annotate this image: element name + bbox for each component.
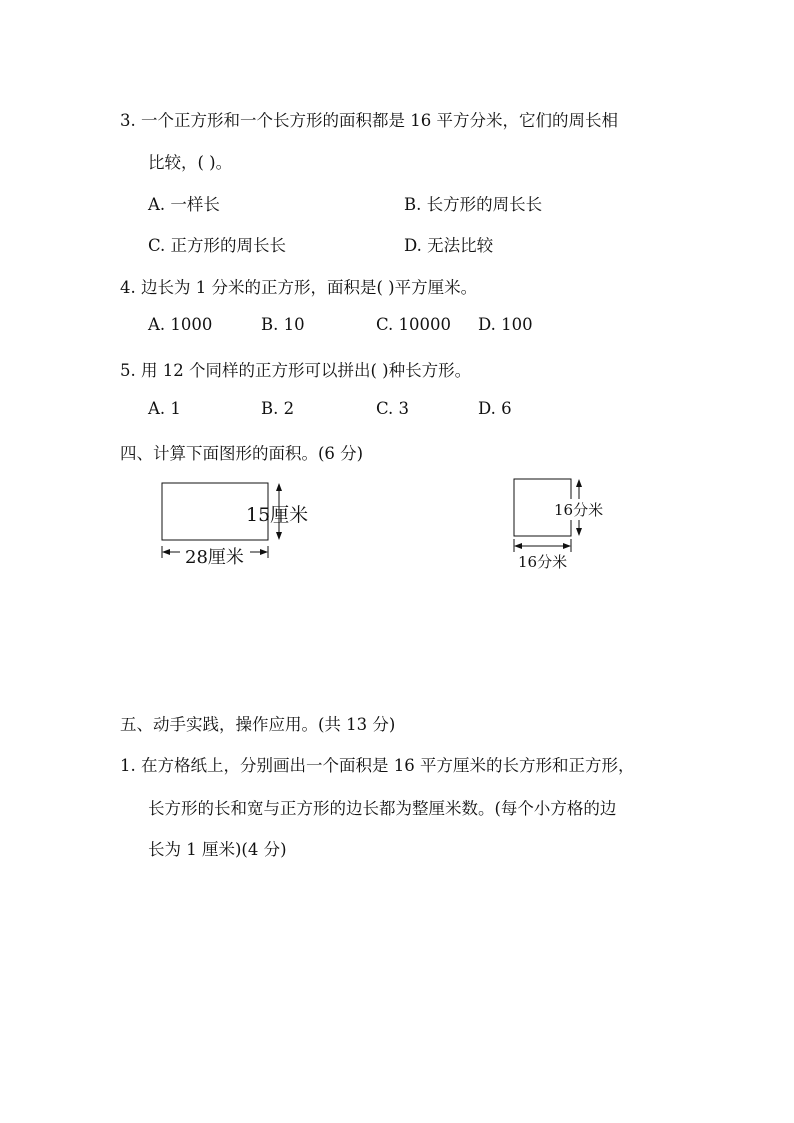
section5-q1-line2: 长方形的长和宽与正方形的边长都为整厘米数。(每个小方格的边 bbox=[148, 799, 617, 818]
section5-heading: 五、动手实践，操作应用。(共 13 分) bbox=[120, 715, 396, 734]
q4-option-d: D. 100 bbox=[478, 315, 533, 334]
square-width-arrow-left bbox=[514, 543, 522, 549]
square-width-arrow-right bbox=[563, 543, 571, 549]
section4-heading: 四、计算下面图形的面积。(6 分) bbox=[120, 444, 364, 463]
q5-stem: 5. 用 12 个同样的正方形可以拼出( )种长方形。 bbox=[120, 361, 472, 380]
section5-q1-line3: 长为 1 厘米)(4 分) bbox=[148, 840, 287, 859]
q4-option-a: A. 1000 bbox=[148, 315, 213, 334]
q3-option-a: A. 一样长 bbox=[148, 195, 220, 214]
q4-option-c: C. 10000 bbox=[376, 315, 452, 334]
square-height-label: 16分米 bbox=[554, 501, 604, 519]
q5-option-a: A. 1 bbox=[148, 399, 181, 418]
q5-option-c: C. 3 bbox=[376, 399, 410, 418]
q4-stem: 4. 边长为 1 分米的正方形，面积是( )平方厘米。 bbox=[120, 278, 478, 297]
rect-height-label: 15厘米 bbox=[246, 504, 309, 526]
q4-option-b: B. 10 bbox=[261, 315, 305, 334]
q5-option-d: D. 6 bbox=[478, 399, 512, 418]
square-width-label: 16分米 bbox=[518, 553, 568, 571]
square-height-arrow-bottom bbox=[576, 528, 582, 536]
q3-stem-line1: 3. 一个正方形和一个长方形的面积都是 16 平方分米，它们的周长相 bbox=[120, 111, 618, 130]
q3-option-d: D. 无法比较 bbox=[404, 236, 494, 255]
square-height-arrow-top bbox=[576, 479, 582, 487]
q5-option-b: B. 2 bbox=[261, 399, 295, 418]
q3-option-b: B. 长方形的周长长 bbox=[404, 195, 543, 214]
section5-q1-line1: 1. 在方格纸上，分别画出一个面积是 16 平方厘米的长方形和正方形， bbox=[120, 756, 635, 775]
q3-option-c: C. 正方形的周长长 bbox=[148, 236, 287, 255]
q3-stem-line2: 比较，( )。 bbox=[148, 153, 233, 172]
rect-width-label: 28厘米 bbox=[185, 547, 244, 568]
